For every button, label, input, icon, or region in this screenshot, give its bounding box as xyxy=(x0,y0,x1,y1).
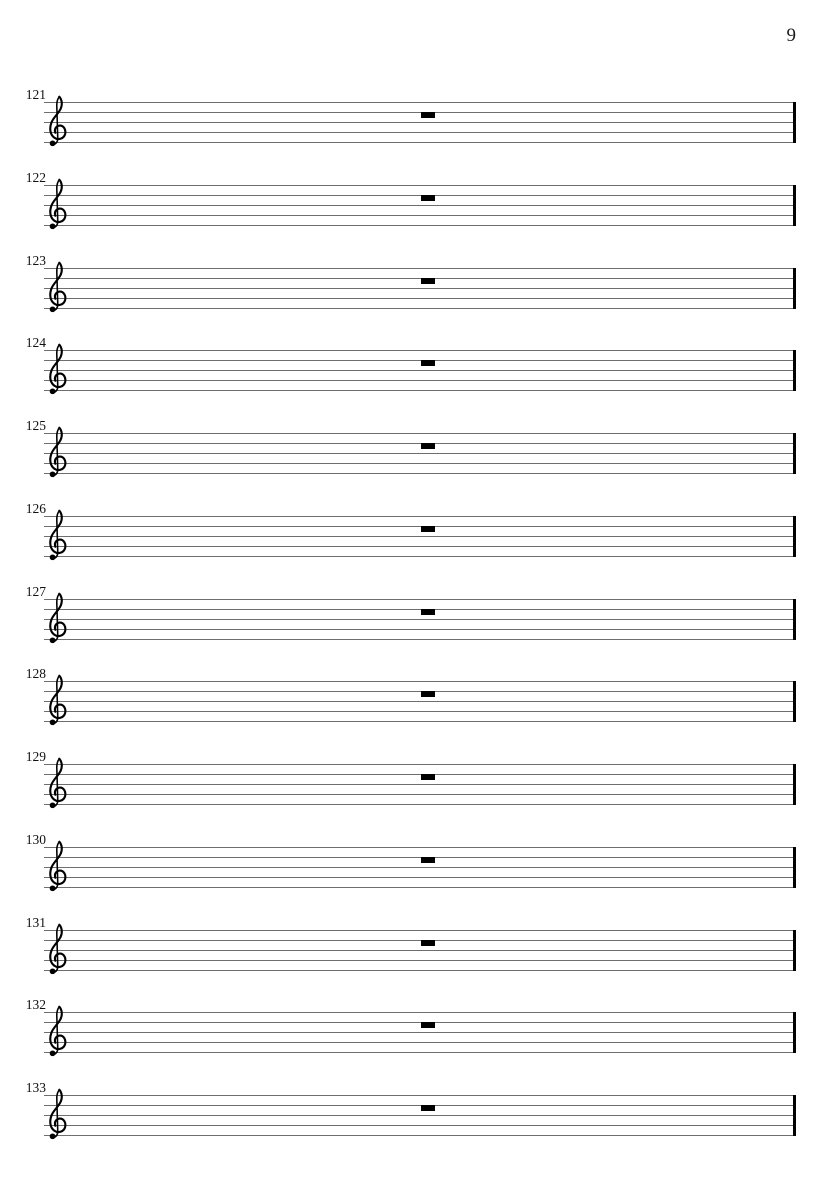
measure-number: 121 xyxy=(25,87,46,102)
staff-line xyxy=(44,526,796,527)
measure-number: 127 xyxy=(25,584,46,599)
staff-line xyxy=(44,847,796,848)
whole-rest xyxy=(421,1022,435,1028)
staff-line xyxy=(44,1032,796,1033)
staff-line xyxy=(44,453,796,454)
staff-line xyxy=(44,556,796,557)
measure-number: 131 xyxy=(25,915,46,930)
barline xyxy=(793,599,796,640)
staff-line xyxy=(44,639,796,640)
staff-line xyxy=(44,629,796,630)
measure-number: 128 xyxy=(25,666,46,681)
staff-line xyxy=(44,1095,796,1096)
whole-rest xyxy=(421,691,435,697)
staff-line xyxy=(44,1052,796,1053)
staff-line xyxy=(44,1012,796,1013)
staff-line xyxy=(44,1135,796,1136)
staff-line xyxy=(44,794,796,795)
staff-line xyxy=(44,473,796,474)
staff-system xyxy=(25,335,796,391)
staff-line xyxy=(44,536,796,537)
staff-line xyxy=(44,701,796,702)
treble-clef-icon xyxy=(45,340,69,402)
staff-system xyxy=(25,584,796,640)
barline xyxy=(793,268,796,309)
staff-line xyxy=(44,278,796,279)
staff-system xyxy=(25,418,796,474)
whole-rest xyxy=(421,1105,435,1111)
staff-line xyxy=(44,887,796,888)
staff-line xyxy=(44,940,796,941)
treble-clef-icon xyxy=(45,589,69,651)
staff-line xyxy=(44,804,796,805)
staff-line xyxy=(44,288,796,289)
treble-clef-icon xyxy=(45,175,69,237)
treble-clef-icon xyxy=(45,754,69,816)
staff-line xyxy=(44,443,796,444)
treble-clef-icon xyxy=(45,1002,69,1064)
staff-line xyxy=(44,619,796,620)
staff-line xyxy=(44,970,796,971)
treble-clef-icon xyxy=(45,506,69,568)
staff-line xyxy=(44,857,796,858)
barline xyxy=(793,350,796,391)
staff-line xyxy=(44,546,796,547)
staff-line xyxy=(44,764,796,765)
whole-rest xyxy=(421,609,435,615)
staff-line xyxy=(44,609,796,610)
treble-clef-icon xyxy=(45,1085,69,1147)
measure-number: 130 xyxy=(25,832,46,847)
staff-line xyxy=(44,370,796,371)
staff-line xyxy=(44,308,796,309)
treble-clef-icon xyxy=(45,92,69,154)
whole-rest xyxy=(421,774,435,780)
staff-line xyxy=(44,142,796,143)
staff-line xyxy=(44,132,796,133)
staff-line xyxy=(44,691,796,692)
staff-line xyxy=(44,784,796,785)
staff-line xyxy=(44,1115,796,1116)
staff-line xyxy=(44,960,796,961)
staff-system xyxy=(25,997,796,1053)
staff-line xyxy=(44,1125,796,1126)
staff-system xyxy=(25,253,796,309)
staff-line xyxy=(44,516,796,517)
staff-line xyxy=(44,463,796,464)
treble-clef-icon xyxy=(45,920,69,982)
staff-line xyxy=(44,1105,796,1106)
staff-line xyxy=(44,185,796,186)
whole-rest xyxy=(421,940,435,946)
staff-line xyxy=(44,102,796,103)
staff-line xyxy=(44,360,796,361)
staff-line xyxy=(44,930,796,931)
staff-system xyxy=(25,501,796,557)
staff-line xyxy=(44,877,796,878)
staff-line xyxy=(44,711,796,712)
measure-number: 125 xyxy=(25,418,46,433)
whole-rest xyxy=(421,195,435,201)
staff-line xyxy=(44,112,796,113)
staff-line xyxy=(44,599,796,600)
staff-line xyxy=(44,390,796,391)
barline xyxy=(793,516,796,557)
staff-system xyxy=(25,87,796,143)
whole-rest xyxy=(421,443,435,449)
staff-system xyxy=(25,749,796,805)
staff-line xyxy=(44,380,796,381)
staff-line xyxy=(44,867,796,868)
whole-rest xyxy=(421,278,435,284)
staff-line xyxy=(44,681,796,682)
staff-system xyxy=(25,915,796,971)
staff-line xyxy=(44,298,796,299)
staff-line xyxy=(44,205,796,206)
staff-line xyxy=(44,225,796,226)
staff-line xyxy=(44,215,796,216)
staff-line xyxy=(44,950,796,951)
barline xyxy=(793,681,796,722)
whole-rest xyxy=(421,526,435,532)
staff-line xyxy=(44,774,796,775)
whole-rest xyxy=(421,360,435,366)
whole-rest xyxy=(421,112,435,118)
measure-number: 129 xyxy=(25,749,46,764)
staff-system xyxy=(25,666,796,722)
treble-clef-icon xyxy=(45,423,69,485)
measure-number: 126 xyxy=(25,501,46,516)
staff-line xyxy=(44,350,796,351)
staff-system xyxy=(25,170,796,226)
measure-number: 133 xyxy=(25,1080,46,1095)
staff-line xyxy=(44,433,796,434)
treble-clef-icon xyxy=(45,258,69,320)
measure-number: 123 xyxy=(25,253,46,268)
whole-rest xyxy=(421,857,435,863)
staff-line xyxy=(44,195,796,196)
measure-number: 124 xyxy=(25,335,46,350)
treble-clef-icon xyxy=(45,837,69,899)
barline xyxy=(793,764,796,805)
staff-line xyxy=(44,268,796,269)
staff-line xyxy=(44,1042,796,1043)
barline xyxy=(793,102,796,143)
barline xyxy=(793,433,796,474)
barline xyxy=(793,930,796,971)
measure-number: 122 xyxy=(25,170,46,185)
barline xyxy=(793,847,796,888)
barline xyxy=(793,1012,796,1053)
staff-system xyxy=(25,832,796,888)
barline xyxy=(793,1095,796,1136)
staff-line xyxy=(44,122,796,123)
staff-line xyxy=(44,1022,796,1023)
page-number: 9 xyxy=(786,25,796,46)
measure-number: 132 xyxy=(25,997,46,1012)
staff-line xyxy=(44,721,796,722)
staff-system xyxy=(25,1080,796,1136)
barline xyxy=(793,185,796,226)
treble-clef-icon xyxy=(45,671,69,733)
